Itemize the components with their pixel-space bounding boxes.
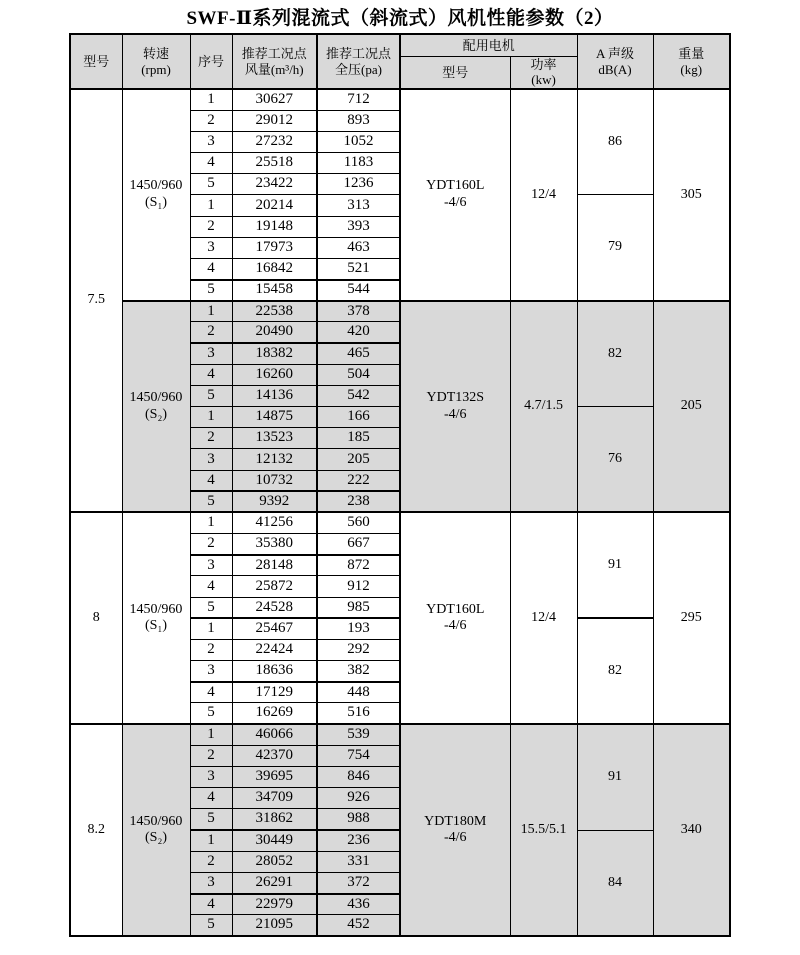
seq-cell: 1 [190, 89, 232, 110]
flow-cell: 19148 [232, 216, 317, 237]
noise-cell-low: 82 [577, 618, 653, 724]
pressure-cell: 712 [317, 89, 400, 110]
seq-cell: 2 [190, 639, 232, 660]
table-body [70, 89, 730, 936]
flow-cell: 34709 [232, 788, 317, 809]
table-row [70, 724, 730, 745]
seq-cell: 2 [190, 110, 232, 131]
pressure-cell: 448 [317, 682, 400, 703]
flow-cell: 14136 [232, 385, 317, 406]
motor-model-cell: YDT180M -4/6 [400, 724, 510, 936]
pressure-cell: 166 [317, 407, 400, 428]
header-seq: 序号 [190, 34, 232, 89]
pressure-cell: 205 [317, 449, 400, 470]
flow-cell: 46066 [232, 724, 317, 745]
seq-cell: 2 [190, 745, 232, 766]
power-cell: 12/4 [510, 512, 577, 724]
table-header [70, 34, 730, 89]
pressure-cell: 912 [317, 576, 400, 597]
flow-cell: 42370 [232, 745, 317, 766]
flow-cell: 28052 [232, 851, 317, 872]
flow-cell: 17129 [232, 682, 317, 703]
noise-cell-high: 86 [577, 89, 653, 195]
flow-cell: 15458 [232, 280, 317, 301]
flow-cell: 12132 [232, 449, 317, 470]
fan-performance-table [69, 33, 731, 937]
noise-cell-high: 91 [577, 724, 653, 830]
pressure-cell: 222 [317, 470, 400, 491]
header-flow: 推荐工况点 风量(m³/h) [232, 34, 317, 89]
seq-cell: 4 [190, 576, 232, 597]
seq-cell: 2 [190, 851, 232, 872]
seq-cell: 3 [190, 343, 232, 364]
seq-cell: 2 [190, 322, 232, 343]
pressure-cell: 667 [317, 534, 400, 555]
model-cell: 8 [70, 512, 122, 724]
noise-cell-high: 91 [577, 512, 653, 618]
pressure-cell: 560 [317, 512, 400, 533]
table-row [70, 301, 730, 322]
flow-cell: 25872 [232, 576, 317, 597]
seq-cell: 4 [190, 682, 232, 703]
seq-cell: 3 [190, 555, 232, 576]
seq-cell: 4 [190, 470, 232, 491]
pressure-cell: 872 [317, 555, 400, 576]
flow-cell: 25518 [232, 153, 317, 174]
flow-cell: 23422 [232, 174, 317, 195]
seq-cell: 4 [190, 364, 232, 385]
speed-cell: 1450/960 (S₂) [122, 301, 190, 513]
pressure-cell: 185 [317, 428, 400, 449]
flow-cell: 16269 [232, 703, 317, 724]
flow-cell: 14875 [232, 407, 317, 428]
pressure-cell: 436 [317, 894, 400, 915]
pressure-cell: 985 [317, 597, 400, 618]
header-power: 功率 (kw) [510, 56, 577, 89]
seq-cell: 3 [190, 131, 232, 152]
seq-cell: 1 [190, 407, 232, 428]
seq-cell: 3 [190, 767, 232, 788]
flow-cell: 13523 [232, 428, 317, 449]
pressure-cell: 1183 [317, 153, 400, 174]
pressure-cell: 754 [317, 745, 400, 766]
pressure-cell: 521 [317, 258, 400, 279]
noise-cell-low: 76 [577, 407, 653, 513]
header-model: 型号 [70, 34, 122, 89]
flow-cell: 22538 [232, 301, 317, 322]
flow-cell: 9392 [232, 491, 317, 512]
flow-cell: 27232 [232, 131, 317, 152]
seq-cell: 1 [190, 830, 232, 851]
seq-cell: 1 [190, 724, 232, 745]
flow-cell: 41256 [232, 512, 317, 533]
seq-cell: 2 [190, 534, 232, 555]
header-weight: 重量 (kg) [653, 34, 730, 89]
flow-cell: 31862 [232, 809, 317, 830]
noise-cell-high: 82 [577, 301, 653, 407]
pressure-cell: 238 [317, 491, 400, 512]
flow-cell: 17973 [232, 237, 317, 258]
pressure-cell: 193 [317, 618, 400, 639]
pressure-cell: 463 [317, 237, 400, 258]
header-speed: 转速 (rpm) [122, 34, 190, 89]
flow-cell: 39695 [232, 767, 317, 788]
page-title: SWF-Ⅱ系列混流式（斜流式）风机性能参数（2） [186, 8, 614, 29]
flow-cell: 10732 [232, 470, 317, 491]
pressure-cell: 542 [317, 385, 400, 406]
pressure-cell: 382 [317, 661, 400, 682]
table-row [70, 512, 730, 533]
seq-cell: 3 [190, 449, 232, 470]
flow-cell: 18382 [232, 343, 317, 364]
seq-cell: 4 [190, 258, 232, 279]
seq-cell: 5 [190, 280, 232, 301]
pressure-cell: 331 [317, 851, 400, 872]
seq-cell: 5 [190, 915, 232, 936]
header-motor-group: 配用电机 [400, 34, 577, 56]
pressure-cell: 236 [317, 830, 400, 851]
seq-cell: 1 [190, 301, 232, 322]
flow-cell: 25467 [232, 618, 317, 639]
power-cell: 4.7/1.5 [510, 301, 577, 513]
seq-cell: 5 [190, 174, 232, 195]
speed-cell: 1450/960 (S₁) [122, 89, 190, 301]
pressure-cell: 1052 [317, 131, 400, 152]
seq-cell: 1 [190, 195, 232, 216]
weight-cell: 205 [653, 301, 730, 513]
header-noise: A 声级 dB(A) [577, 34, 653, 89]
pressure-cell: 544 [317, 280, 400, 301]
noise-cell-low: 84 [577, 830, 653, 936]
weight-cell: 340 [653, 724, 730, 936]
pressure-cell: 504 [317, 364, 400, 385]
flow-cell: 21095 [232, 915, 317, 936]
flow-cell: 22424 [232, 639, 317, 660]
speed-cell: 1450/960 (S₂) [122, 724, 190, 936]
motor-model-cell: YDT132S -4/6 [400, 301, 510, 513]
noise-cell-low: 79 [577, 195, 653, 301]
flow-cell: 22979 [232, 894, 317, 915]
flow-cell: 16842 [232, 258, 317, 279]
flow-cell: 26291 [232, 872, 317, 893]
seq-cell: 4 [190, 788, 232, 809]
pressure-cell: 465 [317, 343, 400, 364]
seq-cell: 2 [190, 428, 232, 449]
flow-cell: 24528 [232, 597, 317, 618]
pressure-cell: 372 [317, 872, 400, 893]
power-cell: 12/4 [510, 89, 577, 301]
header-motor-model: 型号 [400, 56, 510, 89]
seq-cell: 5 [190, 703, 232, 724]
header-row-1 [70, 34, 730, 56]
flow-cell: 18636 [232, 661, 317, 682]
flow-cell: 29012 [232, 110, 317, 131]
speed-cell: 1450/960 (S₁) [122, 512, 190, 724]
motor-model-cell: YDT160L -4/6 [400, 512, 510, 724]
seq-cell: 3 [190, 237, 232, 258]
flow-cell: 35380 [232, 534, 317, 555]
pressure-cell: 846 [317, 767, 400, 788]
pressure-cell: 292 [317, 639, 400, 660]
pressure-cell: 452 [317, 915, 400, 936]
seq-cell: 3 [190, 872, 232, 893]
seq-cell: 2 [190, 216, 232, 237]
pressure-cell: 393 [317, 216, 400, 237]
weight-cell: 305 [653, 89, 730, 301]
seq-cell: 5 [190, 597, 232, 618]
weight-cell: 295 [653, 512, 730, 724]
seq-cell: 5 [190, 809, 232, 830]
motor-model-cell: YDT160L -4/6 [400, 89, 510, 301]
flow-cell: 20214 [232, 195, 317, 216]
pressure-cell: 926 [317, 788, 400, 809]
pressure-cell: 988 [317, 809, 400, 830]
flow-cell: 30449 [232, 830, 317, 851]
pressure-cell: 313 [317, 195, 400, 216]
flow-cell: 20490 [232, 322, 317, 343]
header-pressure: 推荐工况点 全压(pa) [317, 34, 400, 89]
flow-cell: 30627 [232, 89, 317, 110]
flow-cell: 28148 [232, 555, 317, 576]
seq-cell: 5 [190, 385, 232, 406]
seq-cell: 5 [190, 491, 232, 512]
seq-cell: 1 [190, 512, 232, 533]
seq-cell: 4 [190, 894, 232, 915]
pressure-cell: 378 [317, 301, 400, 322]
seq-cell: 1 [190, 618, 232, 639]
power-cell: 15.5/5.1 [510, 724, 577, 936]
seq-cell: 4 [190, 153, 232, 174]
pressure-cell: 539 [317, 724, 400, 745]
pressure-cell: 516 [317, 703, 400, 724]
model-cell: 7.5 [70, 89, 122, 512]
pressure-cell: 1236 [317, 174, 400, 195]
table-row [70, 89, 730, 110]
pressure-cell: 420 [317, 322, 400, 343]
pressure-cell: 893 [317, 110, 400, 131]
model-cell: 8.2 [70, 724, 122, 936]
flow-cell: 16260 [232, 364, 317, 385]
seq-cell: 3 [190, 661, 232, 682]
